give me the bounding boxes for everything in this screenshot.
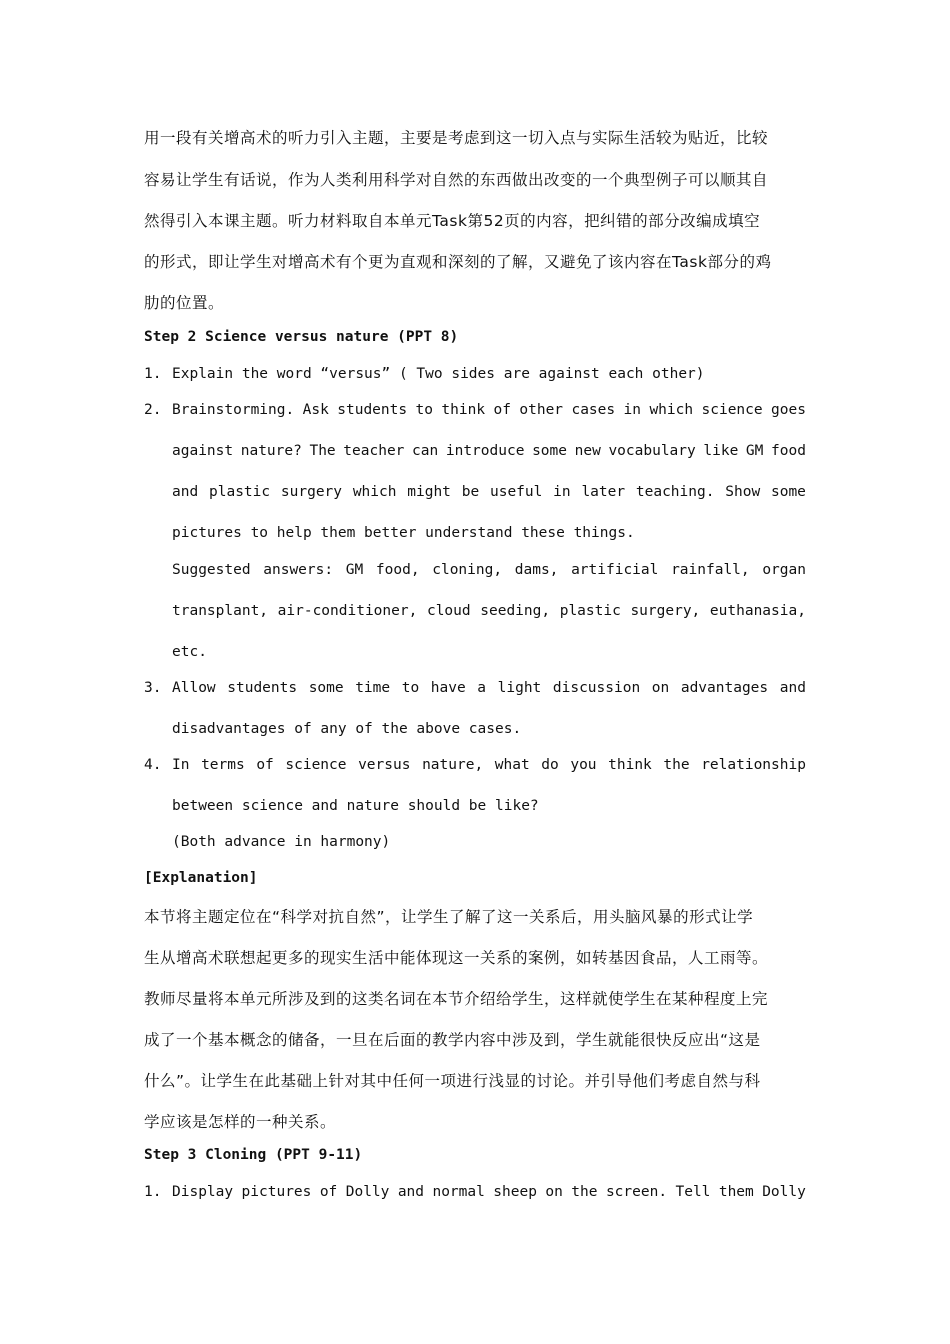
step2-item2-line1: Brainstorming. Ask students to think of other cases in which science goes [172,402,806,418]
step2-item4-line2: between science and nature should be like? [172,798,539,814]
step2-heading: Step 2 Science versus nature (PPT 8) [144,329,459,345]
step3-heading: Step 3 Cloning (PPT 9-11) [144,1147,363,1163]
cn-para1-line1: 用一段有关增高术的听力引入主题，主要是考虑到这一切入点与实际生活较为贴近，比较 [144,129,769,147]
step2-item3-line1: Allow students some time to have a light discussion on advantages and [172,680,806,696]
step2-item4-number: 4. [144,757,162,773]
suggested-answers-line3: etc. [172,644,207,660]
cn-para1-line4: 的形式，即让学生对增高术有个更为直观和深刻的了解，又避免了该内容在Task部分的鸡 [144,253,772,271]
cn-para2-line1: 本节将主题定位在“科学对抗自然”，让学生了解了这一关系后，用头脑风暴的形式让学 [144,908,754,926]
step2-item4-line1: In terms of science versus nature, what do you think the relationship [172,757,806,773]
explanation-heading: [Explanation] [144,870,258,886]
step2-item2-line4: pictures to help them better understand these things. [172,525,635,541]
suggested-answers-line2: transplant, air-conditioner, cloud seeding, plastic surgery, euthanasia, [172,603,806,619]
step2-item2-line3: and plastic surgery which might be useful in later teaching. Show some [172,484,806,500]
step2-item3-number: 3. [144,680,162,696]
cn-para1-line3: 然得引入本课主题。听力材料取自本单元Task第52页的内容，把纠错的部分改编成填空 [144,212,761,230]
cn-para1-line2: 容易让学生有话说，作为人类利用科学对自然的东西做出改变的一个典型例子可以顺其自 [144,171,769,189]
step2-item1-text: Explain the word “versus” ( Two sides are against each other) [172,366,705,382]
step2-item4-line3: (Both advance in harmony) [172,834,391,850]
suggested-answers-line1: Suggested answers: GM food, cloning, dams, artificial rainfall, organ [172,562,806,578]
step2-item1-number: 1. [144,366,162,382]
step3-item1-line1: Display pictures of Dolly and normal sheep on the screen. Tell them Dolly [172,1184,806,1200]
cn-para2-line5: 什么”。让学生在此基础上针对其中任何一项进行浅显的讨论。并引导他们考虑自然与科 [144,1072,761,1090]
cn-para2-line4: 成了一个基本概念的储备，一旦在后面的教学内容中涉及到，学生就能很快反应出“这是 [144,1031,761,1049]
step3-item1-number: 1. [144,1184,162,1200]
step2-item2-number: 2. [144,402,162,418]
cn-para1-line5: 肋的位置。 [144,294,225,312]
step2-item2-line2: against nature? The teacher can introduce some new vocabulary like GM food [172,443,806,459]
step2-item3-line2: disadvantages of any of the above cases. [172,721,522,737]
cn-para2-line2: 生从增高术联想起更多的现实生活中能体现这一关系的案例，如转基因食品，人工雨等。 [144,949,769,967]
cn-para2-line6: 学应该是怎样的一种关系。 [144,1113,337,1131]
cn-para2-line3: 教师尽量将本单元所涉及到的这类名词在本节介绍给学生，这样就使学生在某种程度上完 [144,990,769,1008]
